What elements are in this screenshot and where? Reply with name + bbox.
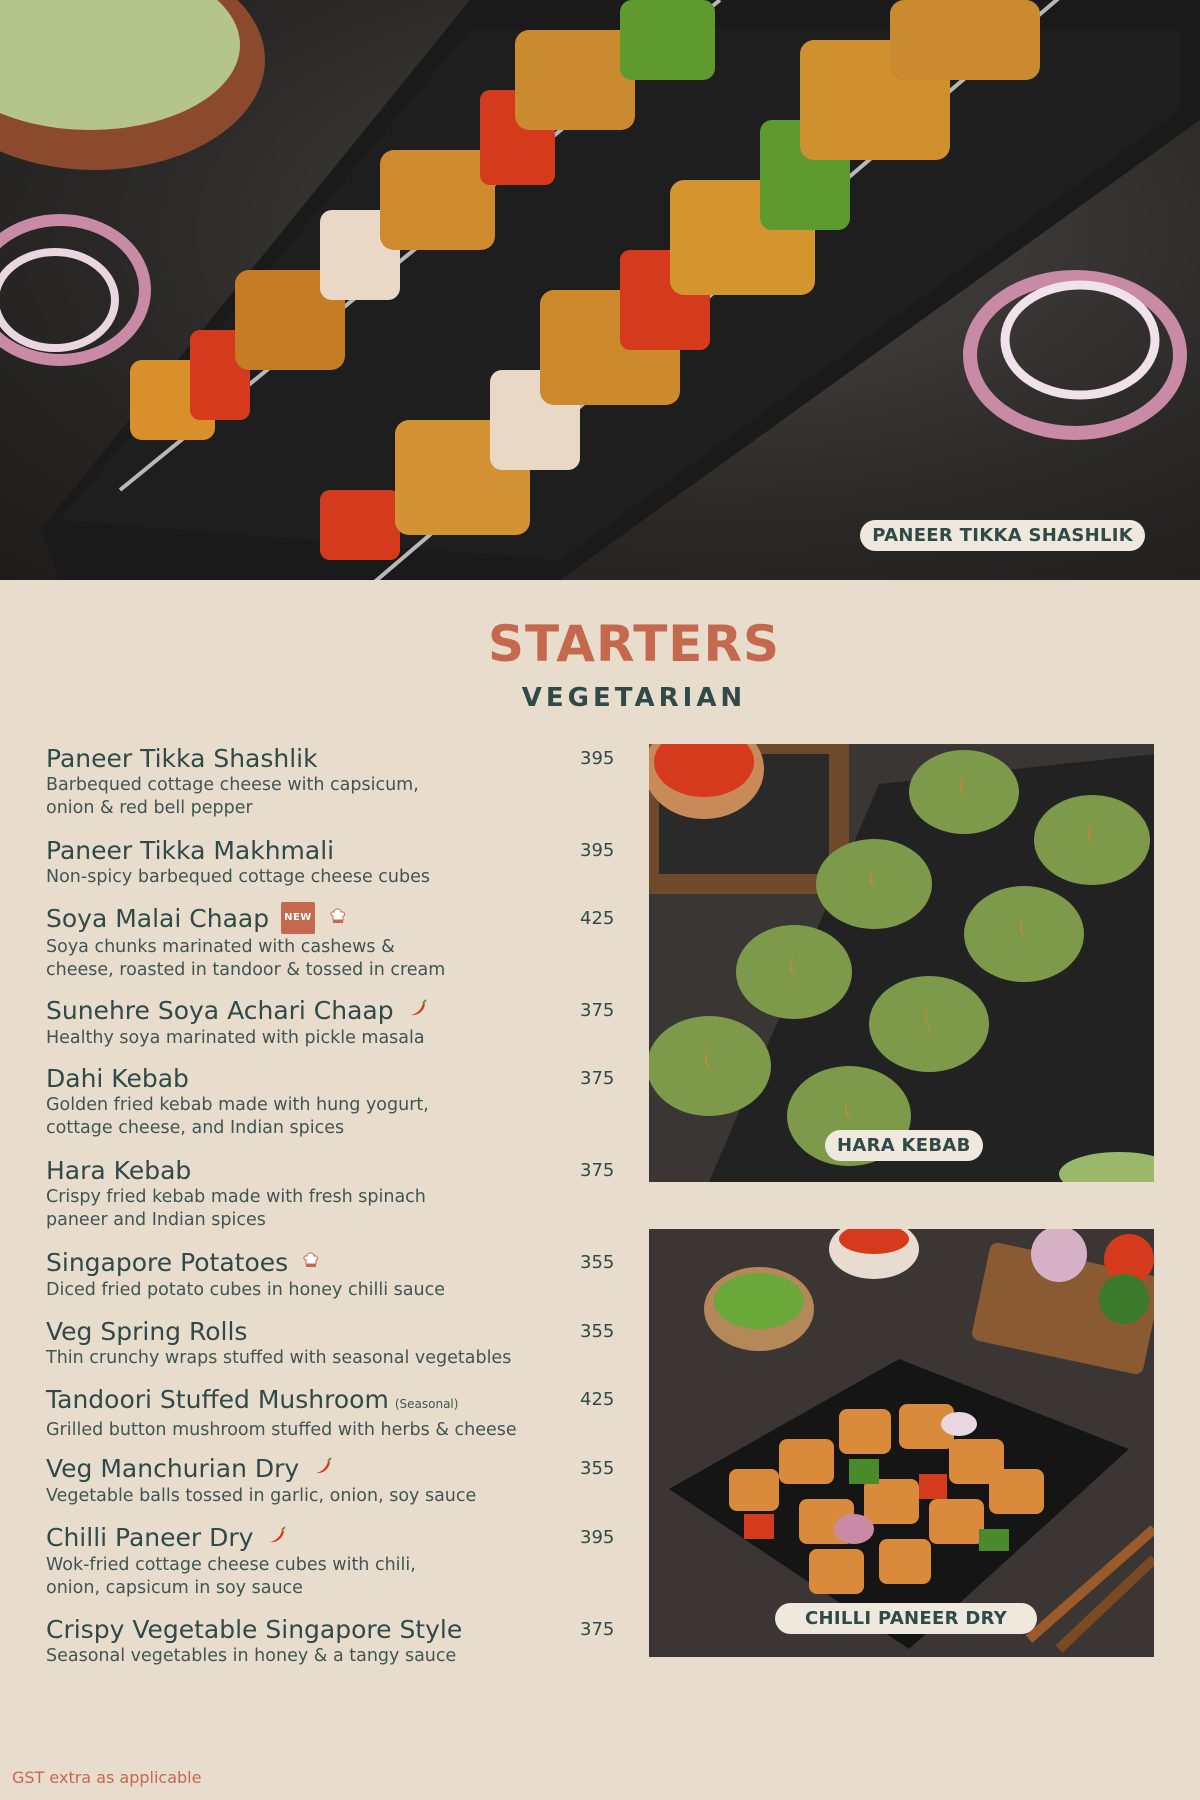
seasonal-note: (Seasonal): [394, 1397, 459, 1411]
section-title: STARTERS: [488, 615, 780, 673]
menu-item-veg-spring-rolls: [46, 1317, 626, 1370]
chilli-icon: [313, 1452, 333, 1482]
chef-hat-icon: [302, 1246, 320, 1276]
item-price: 395: [580, 1527, 615, 1548]
item-desc: paneer and Indian spices: [46, 1210, 266, 1230]
menu-item-crispy-vegetable-singapore-style: [46, 1615, 626, 1668]
item-name: Veg Manchurian Dry: [46, 1454, 300, 1483]
hero-photo-paneer-tikka-shashlik: [0, 0, 1200, 580]
new-badge: NEW: [281, 902, 315, 934]
item-desc: Crispy fried kebab made with fresh spinach: [46, 1187, 426, 1207]
item-desc: Seasonal vegetables in honey & a tangy sauce: [46, 1646, 457, 1666]
item-desc: Diced fried potato cubes in honey chilli sauce: [46, 1280, 445, 1300]
menu-item-veg-manchurian-dry: [46, 1454, 626, 1508]
item-desc: Soya chunks marinated with cashews &: [46, 937, 395, 957]
hero-illustration: [0, 0, 1200, 580]
item-desc: Healthy soya marinated with pickle masala: [46, 1028, 425, 1048]
item-desc: onion, capsicum in soy sauce: [46, 1578, 303, 1598]
menu-item-sunehre-soya-achari-chaap: [46, 996, 626, 1050]
chilli-paneer-dry-photo: [649, 1229, 1154, 1657]
menu-item-paneer-tikka-makhmali: [46, 836, 626, 889]
menu-item-tandoori-stuffed-mushroom: [46, 1385, 626, 1442]
chilli-paneer-illustration: [649, 1229, 1154, 1657]
item-name: Tandoori Stuffed Mushroom: [46, 1385, 389, 1414]
menu-item-chilli-paneer-dry: [46, 1523, 626, 1600]
item-price: 425: [580, 908, 615, 929]
item-price: 375: [580, 1068, 615, 1089]
hara-kebab-illustration: [649, 744, 1154, 1182]
item-desc: Wok-fried cottage cheese cubes with chili,: [46, 1555, 416, 1575]
item-desc: Barbequed cottage cheese with capsicum,: [46, 775, 419, 795]
item-name-row: [46, 1385, 626, 1419]
menu-item-dahi-kebab: [46, 1064, 626, 1140]
item-price: 395: [580, 840, 615, 861]
item-price: 375: [580, 1160, 615, 1181]
item-price: 355: [580, 1458, 615, 1479]
item-desc: Golden fried kebab made with hung yogurt,: [46, 1095, 429, 1115]
item-price: 375: [580, 1000, 615, 1021]
chef-hat-icon: [329, 902, 347, 932]
item-price: 355: [580, 1321, 615, 1342]
item-desc: onion & red bell pepper: [46, 798, 253, 818]
item-name-row: [46, 1523, 626, 1554]
item-price: 395: [580, 748, 615, 769]
item-desc: Vegetable balls tossed in garlic, onion, soy sauce: [46, 1486, 477, 1506]
item-desc: cheese, roasted in tandoor & tossed in cream: [46, 960, 446, 980]
chilli-icon: [408, 994, 428, 1024]
item-desc: Non-spicy barbequed cottage cheese cubes: [46, 867, 430, 887]
item-name: Hara Kebab: [46, 1156, 192, 1185]
item-name: Soya Malai Chaap: [46, 904, 270, 933]
item-name: Paneer Tikka Shashlik: [46, 744, 318, 773]
item-name: Crispy Vegetable Singapore Style: [46, 1615, 463, 1644]
item-name-row: [46, 996, 626, 1027]
gst-note: GST extra as applicable: [12, 1768, 202, 1787]
item-name: Dahi Kebab: [46, 1064, 189, 1093]
item-name: Paneer Tikka Makhmali: [46, 836, 335, 865]
item-name-row: [46, 904, 626, 936]
item-desc: Thin crunchy wraps stuffed with seasonal vegetables: [46, 1348, 512, 1368]
item-name: Singapore Potatoes: [46, 1248, 289, 1277]
item-price: 355: [580, 1252, 615, 1273]
item-name: Sunehre Soya Achari Chaap: [46, 996, 394, 1025]
hara-kebab-photo: [649, 744, 1154, 1182]
item-price: 375: [580, 1619, 615, 1640]
section-subtitle: VEGETARIAN: [521, 683, 747, 713]
chilli-paneer-caption: CHILLI PANEER DRY: [775, 1603, 1037, 1634]
item-desc: Grilled button mushroom stuffed with herbs & cheese: [46, 1420, 517, 1440]
item-name: Chilli Paneer Dry: [46, 1523, 254, 1552]
item-name-row: [46, 1248, 626, 1279]
item-price: 425: [580, 1389, 615, 1410]
menu-item-soya-malai-chaap: [46, 904, 626, 982]
hara-kebab-caption: HARA KEBAB: [825, 1130, 983, 1161]
menu-item-paneer-tikka-shashlik: [46, 744, 626, 820]
chilli-icon: [267, 1521, 287, 1551]
item-desc: cottage cheese, and Indian spices: [46, 1118, 345, 1138]
hero-caption: PANEER TIKKA SHASHLIK: [860, 520, 1145, 551]
menu-item-singapore-potatoes: [46, 1248, 626, 1302]
item-name-row: [46, 1454, 626, 1485]
item-name: Veg Spring Rolls: [46, 1317, 248, 1346]
menu-item-hara-kebab: [46, 1156, 626, 1232]
